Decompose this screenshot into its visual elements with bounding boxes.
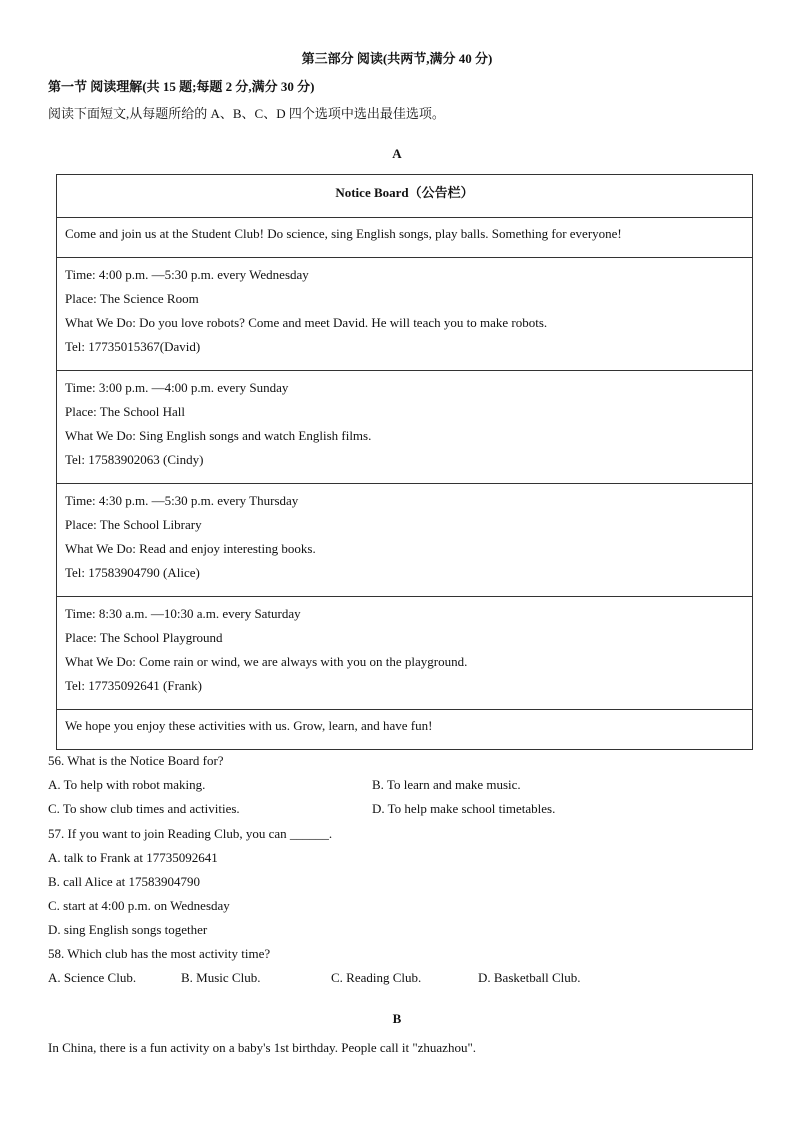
passage-b-text: In China, there is a fun activity on a baby's 1st birthday. People call it "zhuazhou". bbox=[48, 1040, 477, 1055]
question-57-option-b: B. call Alice at 17583904790 bbox=[48, 874, 201, 889]
question-56-option-b: B. To learn and make music. bbox=[372, 777, 521, 792]
club-science bbox=[57, 258, 753, 371]
passage-b-label: B bbox=[392, 1011, 402, 1026]
club-tel: Tel: 17735015367(David) bbox=[65, 339, 201, 354]
notice-header: Notice Board（公告栏） bbox=[57, 175, 753, 218]
club-activity: What We Do: Sing English songs and watch English films. bbox=[65, 428, 372, 443]
club-time: Time: 3:00 p.m. —4:00 p.m. every Sunday bbox=[65, 380, 289, 395]
notice-board-table bbox=[56, 174, 753, 750]
question-57-stem: 57. If you want to join Reading Club, you can ______. bbox=[48, 826, 333, 841]
club-place: Place: The School Library bbox=[65, 517, 202, 532]
question-56-option-d: D. To help make school timetables. bbox=[372, 801, 556, 816]
club-place: Place: The Science Room bbox=[65, 291, 199, 306]
club-activity: What We Do: Come rain or wind, we are always with you on the playground. bbox=[65, 654, 468, 669]
question-57-option-d: D. sing English songs together bbox=[48, 922, 208, 937]
subsection-title: 第一节 阅读理解(共 15 题;每题 2 分,满分 30 分) bbox=[48, 79, 315, 94]
club-time: Time: 8:30 a.m. —10:30 a.m. every Saturday bbox=[65, 606, 301, 621]
question-58-option-b: B. Music Club. bbox=[181, 970, 261, 985]
question-58-option-d: D. Basketball Club. bbox=[478, 970, 581, 985]
club-tel: Tel: 17583904790 (Alice) bbox=[65, 565, 200, 580]
question-57-option-c: C. start at 4:00 p.m. on Wednesday bbox=[48, 898, 230, 913]
club-time: Time: 4:30 p.m. —5:30 p.m. every Thursday bbox=[65, 493, 299, 508]
instruction: 阅读下面短文,从每题所给的 A、B、C、D 四个选项中选出最佳选项。 bbox=[48, 106, 445, 121]
club-reading bbox=[57, 484, 753, 597]
question-56-stem: 56. What is the Notice Board for? bbox=[48, 753, 224, 768]
club-place: Place: The School Playground bbox=[65, 630, 223, 645]
notice-closing: We hope you enjoy these activities with us. Grow, learn, and have fun! bbox=[57, 710, 753, 750]
question-58-option-a: A. Science Club. bbox=[48, 970, 137, 985]
club-music bbox=[57, 371, 753, 484]
club-tel: Tel: 17583902063 (Cindy) bbox=[65, 452, 204, 467]
section-title: 第三部分 阅读(共两节,满分 40 分) bbox=[301, 51, 493, 66]
question-58-stem: 58. Which club has the most activity time? bbox=[48, 946, 271, 961]
club-place: Place: The School Hall bbox=[65, 404, 185, 419]
question-58-option-c: C. Reading Club. bbox=[331, 970, 422, 985]
club-activity: What We Do: Do you love robots? Come and meet David. He will teach you to make robots. bbox=[65, 315, 548, 330]
question-57-option-a: A. talk to Frank at 17735092641 bbox=[48, 850, 218, 865]
question-56-option-c: C. To show club times and activities. bbox=[48, 801, 240, 816]
club-time: Time: 4:00 p.m. —5:30 p.m. every Wednesday bbox=[65, 267, 309, 282]
passage-a-label: A bbox=[392, 146, 402, 161]
club-tel: Tel: 17735092641 (Frank) bbox=[65, 678, 203, 693]
notice-intro: Come and join us at the Student Club! Do science, sing English songs, play balls. Something for everyone! bbox=[57, 218, 753, 258]
club-activity: What We Do: Read and enjoy interesting books. bbox=[65, 541, 316, 556]
club-playground bbox=[57, 597, 753, 710]
question-56-option-a: A. To help with robot making. bbox=[48, 777, 206, 792]
